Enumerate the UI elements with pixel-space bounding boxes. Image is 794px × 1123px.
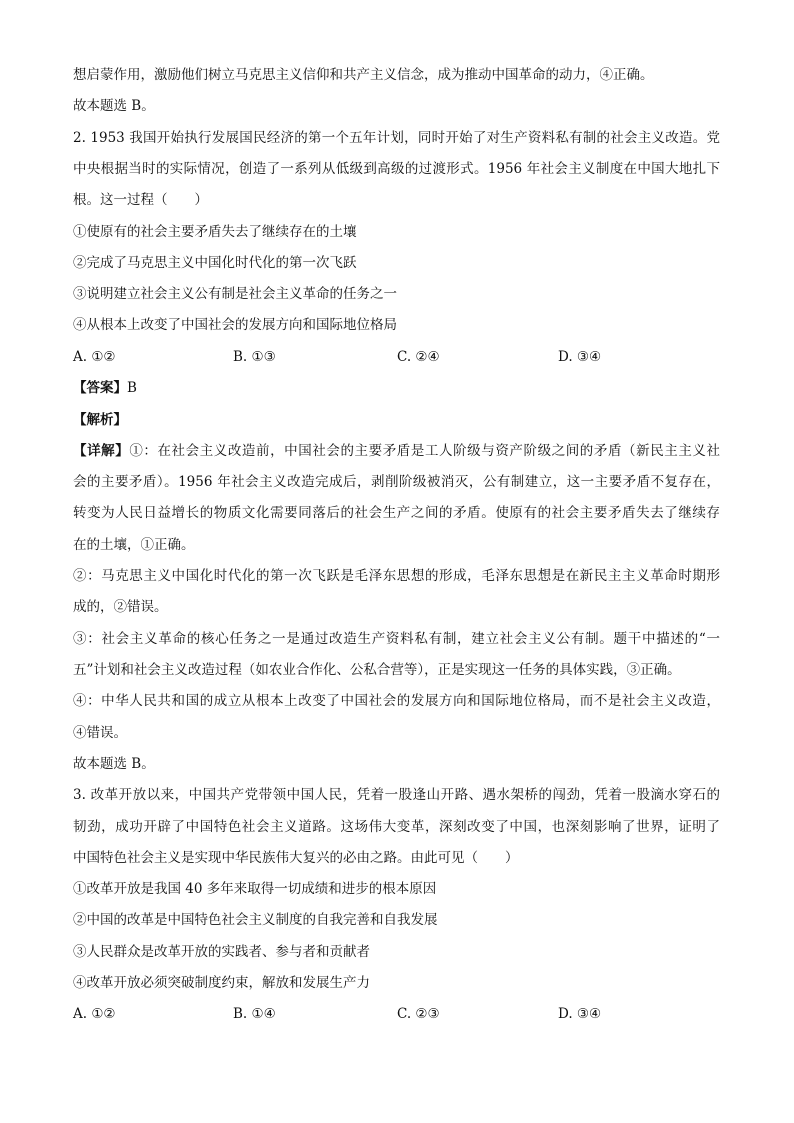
q3-item-4: ④改革开放必须突破制度约束，解放和发展生产力 [73,975,370,991]
q3-stem-line-3: 中国特色社会主义是实现中华民族伟大复兴的必由之路。由此可见（ ） [73,850,519,866]
q3-option-d: D. ③④ [558,1006,602,1022]
q2-detail-3-line-2: 五”计划和社会主义改造过程（如农业合作化、公私合营等），正是实现这一任务的具体实践，③正确。 [73,662,681,678]
q3-item-1: ①改革开放是我国 40 多年来取得一切成绩和进步的根本原因 [73,881,437,897]
answer-value: B [127,380,137,396]
q2-item-3: ③说明建立社会主义公有制是社会主义革命的任务之一 [73,286,397,302]
q2-option-d: D. ③④ [558,349,602,365]
q3-item-2: ②中国的改革是中国特色社会主义制度的自我完善和自我发展 [73,912,438,928]
q2-item-1: ①使原有的社会主要矛盾失去了继续存在的土壤 [73,224,357,240]
q2-option-b: B. ①③ [233,349,276,365]
q2-item-2: ②完成了马克思主义中国化时代化的第一次飞跃 [73,255,357,271]
q2-detail-1-line-1 [73,442,720,460]
analysis-label: 【解析】 [73,412,127,428]
q2-detail-2-line-1: ②：马克思主义中国化时代化的第一次飞跃是毛泽东思想的形成，毛泽东思想是在新民主主义革命时期形 [73,568,720,584]
q2-detail-4-line-1: ④：中华人民共和国的成立从根本上改变了中国社会的发展方向和国际地位格局，而不是社会主义改造， [73,693,720,709]
q3-item-3: ③人民群众是改革开放的实践者、参与者和贡献者 [73,944,370,960]
prev-analysis-line: 想启蒙作用，激励他们树立马克思主义信仰和共产主义信念，成为推动中国革命的动力，④正确。 [73,67,654,83]
q2-detail-2-line-2: 成的，②错误。 [73,599,168,615]
q2-detail-1-line-4: 在的土壤，①正确。 [73,537,195,553]
q2-conclusion: 故本题选 B。 [73,756,155,772]
q3-stem-line-1: 3. 改革开放以来，中国共产党带领中国人民，凭着一股逢山开路、遇水架桥的闯劲，凭着一股滴水穿石的 [73,787,720,803]
q3-option-a: A. ①② [73,1006,116,1022]
answer-label: 【答案】 [73,380,127,396]
q2-detail-1-line-2: 会的主要矛盾）。1956 年社会主义改造完成后，剥削阶级被消灭，公有制建立，这一主要矛盾不复存在， [73,474,720,490]
q2-detail-3-line-1: ③：社会主义革命的核心任务之一是通过改造生产资料私有制，建立社会主义公有制。题干中描述的“一 [73,631,720,647]
q3-option-b: B. ①④ [233,1006,276,1022]
prev-conclusion: 故本题选 B。 [73,98,155,114]
q2-item-4: ④从根本上改变了中国社会的发展方向和国际地位格局 [73,317,397,333]
detail-label: 【详解】 [73,443,130,459]
q2-analysis-label [73,411,127,429]
q2-answer [73,379,137,397]
q2-option-c: C. ②④ [397,349,440,365]
q2-stem-line-2: 中央根据当时的实际情况，创造了一系列从低级到高级的过渡形式。1956 年社会主义制度在中国大地扎下 [73,161,720,177]
q2-detail-1-line-3: 转变为人民日益增长的物质文化需要同落后的社会生产之间的矛盾。使原有的社会主要矛盾失去了继续存 [73,505,720,521]
q2-detail-4-line-2: ④错误。 [73,725,127,741]
detail-text: ①：在社会主义改造前，中国社会的主要矛盾是工人阶级与资产阶级之间的矛盾（新民主主义社 [129,443,721,459]
q3-stem-line-2: 韧劲，成功开辟了中国特色社会主义道路。这场伟大变革，深刻改变了中国，也深刻影响了世界，证明了 [73,819,720,835]
q3-option-c: C. ②③ [397,1006,440,1022]
q2-stem-line-1: 2. 1953 我国开始执行发展国民经济的第一个五年计划，同时开始了对生产资料私有制的社会主义改造。党 [73,130,720,146]
q2-stem-line-3: 根。这一过程（ ） [73,192,208,208]
q2-option-a: A. ①② [73,349,116,365]
